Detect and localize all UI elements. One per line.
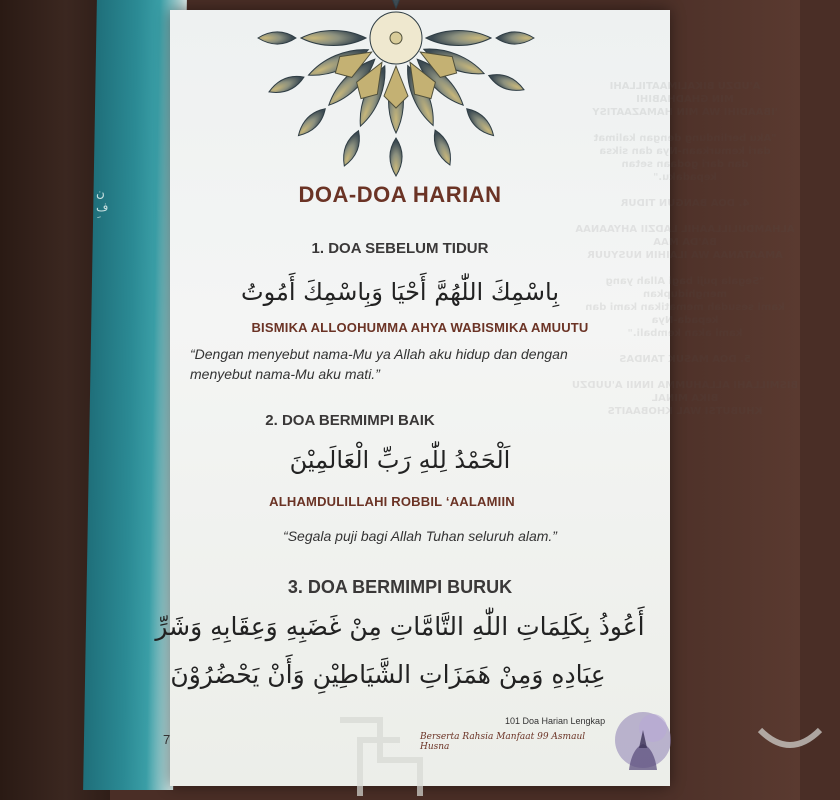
prayer-meaning-1-line1: “Dengan menyebut nama-Mu ya Allah aku hidup dan dengan bbox=[190, 346, 568, 362]
bleed-through-text: A'UDZU BIKALIMAATILLAHI MIN GHADHABIHI 'IBAADIHI WA MIN HAMAZAATISY "Aku berlindung dengan kalimat dari kemurkaan-Nya dan siksa dan dari godaan setan kepadaku." 4. DOA BANGUN TIDUR ALHAMDULILLAAHIL LADZII AHYAANAA BA'DA MAA AMAATANAA WA ILAIHIN NUSYUUR "Segala puji bagi Allah yang menghidupkan kami sesudah mematikan kami dan kepada-Nya kami akan kembali." 5. DOA MASUK TANDAS BISMILLAHI ALLAHUMMA INNII A'UUDZU BIKA MINAL KHUBUTSI WAL KHOBAAITS bbox=[571, 81, 799, 417]
cover-edge-glyphs: ن ف bbox=[96, 186, 109, 214]
prayer-heading-3: 3. DOA BERMIMPI BURUK bbox=[287, 577, 513, 597]
prayer-arabic-2: اَلْحَمْدُ لِلّٰهِ رَبِّ الْعَالَمِيْنَ bbox=[289, 446, 511, 474]
prayer-arabic-3-line2: عِبَادِهِ وَمِنْ هَمَزَاتِ الشَّيَاطِيْنِ وَأَنْ يَحْضُرُوْنَ bbox=[170, 660, 606, 689]
book-subtitle: Berserta Rahsia Manfaat 99 Asmaul Husna bbox=[420, 732, 586, 752]
prayer-meaning-1 bbox=[190, 344, 630, 384]
prayer-arabic-1: بِاسْمِكَ اللّٰهُمَّ أَحْيَا وَبِاسْمِكَ أَمُوتُ bbox=[240, 278, 560, 306]
prayer-heading-2: 2. DOA BERMIMPI BAIK bbox=[265, 412, 435, 429]
book-title: 101 Doa Harian Lengkap bbox=[505, 716, 606, 726]
prayer-meaning-2: “Segala puji bagi Allah Tuhan seluruh alam.” bbox=[283, 528, 557, 544]
hands-prayer-illustration bbox=[595, 700, 675, 780]
prayer-latin-1: BISMIKA ALLOOHUMMA AHYA WABISMIKA AMUUTU bbox=[251, 320, 589, 335]
prayer-arabic-3-line1: أَعُوذُ بِكَلِمَاتِ اللّٰهِ التَّامَّاتِ مِنْ غَضَبِهِ وَعِقَابِهِ وَشَرِّ bbox=[155, 612, 645, 641]
mandala-ornament bbox=[276, 8, 516, 183]
prayer-heading-1: 1. DOA SEBELUM TIDUR bbox=[311, 240, 489, 257]
prayer-meaning-1-line2: menyebut nama-Mu aku mati.” bbox=[190, 366, 380, 382]
page-title: DOA-DOA HARIAN bbox=[298, 182, 502, 207]
page-number: 7 bbox=[163, 732, 171, 747]
prayer-latin-2: ALHAMDULILLAHI ROBBIL ‘AALAMIIN bbox=[269, 494, 515, 509]
